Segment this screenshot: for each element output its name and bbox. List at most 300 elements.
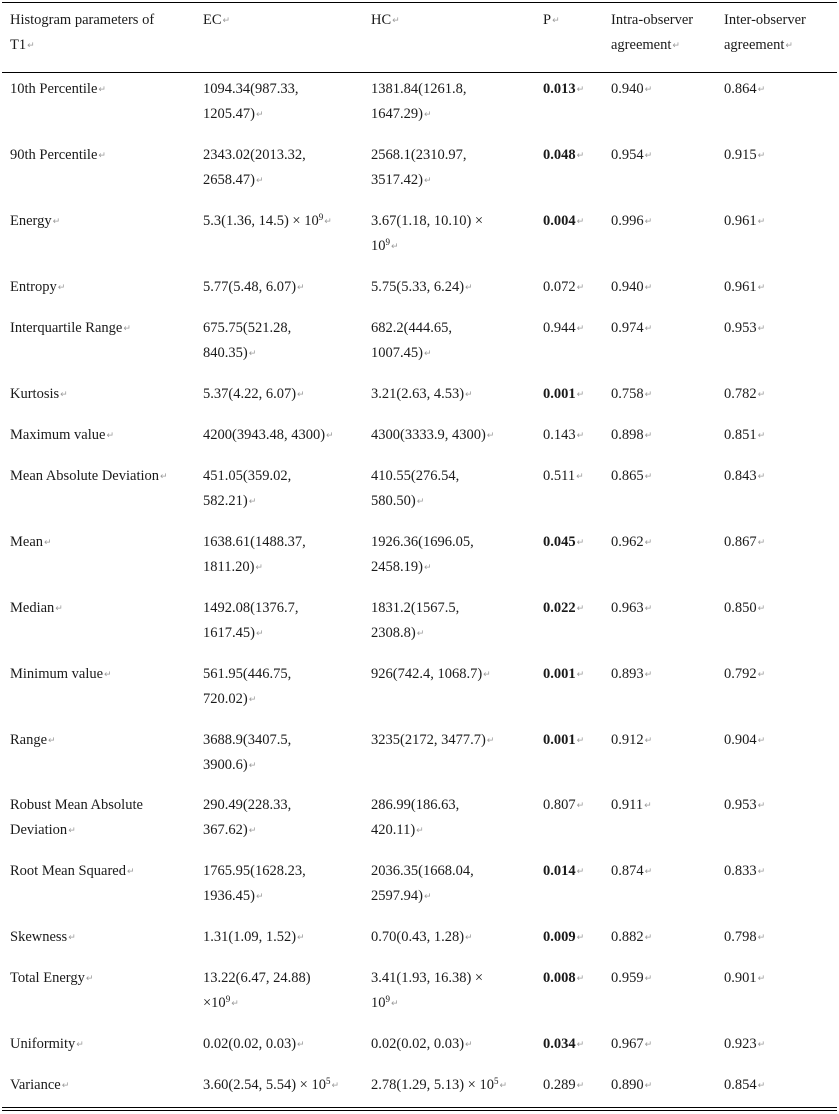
paragraph-mark: ↵ <box>672 41 680 51</box>
header-hc-text: HC <box>371 12 392 28</box>
intra-observer-cell <box>611 596 721 622</box>
intra-observer-cell <box>611 1032 721 1058</box>
param-cell <box>10 728 200 754</box>
param-cell-text: Variance <box>10 1077 61 1093</box>
p-value-cell <box>543 382 609 408</box>
paragraph-mark: ↵ <box>483 670 491 680</box>
paragraph-mark: ↵ <box>576 283 585 293</box>
param-cell-line <box>10 818 200 844</box>
param-cell-text: Median <box>10 600 55 616</box>
intra-observer-cell <box>611 77 721 103</box>
inter-observer-cell <box>724 275 836 301</box>
header-intra <box>611 8 721 59</box>
paragraph-mark: ↵ <box>576 390 585 400</box>
ec-cell-line <box>203 753 369 779</box>
intra-observer-cell-line <box>611 530 721 556</box>
p-value-cell-line <box>543 143 609 169</box>
ec-cell <box>203 382 369 408</box>
param-cell <box>10 143 200 169</box>
hc-cell <box>371 209 541 260</box>
inter-observer-cell-line <box>724 662 836 688</box>
intra-observer-cell <box>611 966 721 992</box>
ec-cell-line <box>203 382 369 408</box>
hc-cell-text: 3.67(1.18, 10.10) × <box>371 213 484 229</box>
hc-cell-line <box>371 382 541 408</box>
paragraph-mark: ↵ <box>576 324 585 334</box>
ec-cell <box>203 596 369 647</box>
hc-cell-text: 3235(2172, 3477.7) <box>371 732 486 748</box>
hc-cell <box>371 464 541 515</box>
hc-cell-line <box>371 77 541 102</box>
ec-cell-text: 1638.61(1488.37, <box>203 534 306 550</box>
intra-observer-cell-text: 0.967 <box>611 1036 644 1052</box>
param-cell <box>10 77 200 103</box>
ec-cell-text: 1094.34(987.33, <box>203 81 299 97</box>
hc-cell-line <box>371 530 541 555</box>
intra-observer-cell-line <box>611 77 721 103</box>
p-value-cell-line <box>543 316 609 342</box>
inter-observer-cell-line <box>724 1032 836 1058</box>
paragraph-mark: ↵ <box>757 974 766 984</box>
paragraph-mark: ↵ <box>160 472 168 482</box>
hc-cell-text: 926(742.4, 1068.7) <box>371 666 483 682</box>
p-value-cell-text: 0.034 <box>543 1036 576 1052</box>
paragraph-mark: ↵ <box>576 538 585 548</box>
ec-cell <box>203 423 369 449</box>
ec-cell-line <box>203 596 369 621</box>
param-cell-line <box>10 728 200 754</box>
ec-cell-line <box>203 530 369 555</box>
paragraph-mark: ↵ <box>644 283 653 293</box>
paragraph-mark: ↵ <box>423 892 432 902</box>
ec-cell-text: 3900.6) <box>203 757 248 773</box>
paragraph-mark: ↵ <box>576 1040 585 1050</box>
intra-observer-cell-line <box>611 1073 721 1099</box>
paragraph-mark: ↵ <box>68 933 76 943</box>
ec-cell-line <box>203 925 369 951</box>
paragraph-mark: ↵ <box>757 801 766 811</box>
ec-cell <box>203 143 369 194</box>
param-cell <box>10 1073 200 1099</box>
hc-cell-line <box>371 143 541 168</box>
p-value-cell-line <box>543 423 609 449</box>
ec-cell-text: ×10 <box>203 995 226 1011</box>
p-value-cell <box>543 662 609 688</box>
paragraph-mark: ↵ <box>57 283 66 293</box>
ec-cell-text: 582.21) <box>203 493 248 509</box>
p-value-cell-text: 0.009 <box>543 929 576 945</box>
ec-cell-line <box>203 818 369 844</box>
p-value-cell-text: 0.511 <box>543 468 576 484</box>
ec-cell <box>203 728 369 779</box>
p-value-cell-text: 0.944 <box>543 320 576 336</box>
ec-cell-line <box>203 728 369 753</box>
hc-cell-text: 2568.1(2310.97, <box>371 147 467 163</box>
intra-observer-cell-line <box>611 925 721 951</box>
ec-cell-line <box>203 143 369 168</box>
param-cell-line <box>10 966 200 992</box>
inter-observer-cell-line <box>724 596 836 622</box>
ec-cell <box>203 1073 369 1099</box>
param-cell <box>10 662 200 688</box>
param-cell-text: Uniformity <box>10 1036 76 1052</box>
param-cell-line <box>10 925 200 951</box>
inter-observer-cell-line <box>724 728 836 754</box>
paragraph-mark: ↵ <box>68 826 76 836</box>
paragraph-mark: ↵ <box>331 1081 340 1091</box>
header-inter-line2: agreement <box>724 37 785 53</box>
param-cell <box>10 316 200 342</box>
p-value-cell <box>543 596 609 622</box>
header-ec <box>203 8 369 34</box>
ec-cell-text: 1205.47) <box>203 106 255 122</box>
ec-cell <box>203 662 369 713</box>
p-value-cell <box>543 1073 609 1099</box>
p-value-cell-line <box>543 662 609 688</box>
paragraph-mark: ↵ <box>757 390 766 400</box>
hc-cell-text: 2597.94) <box>371 888 423 904</box>
hc-cell-line <box>371 884 541 910</box>
hc-cell-line <box>371 316 541 341</box>
p-value-cell-line <box>543 925 609 951</box>
ec-cell <box>203 793 369 844</box>
param-cell-text: Robust Mean Absolute <box>10 797 143 813</box>
paragraph-mark: ↵ <box>248 761 257 771</box>
hc-cell-line <box>371 1073 541 1099</box>
param-cell <box>10 966 200 992</box>
param-cell-text: Energy <box>10 213 52 229</box>
param-cell-line <box>10 382 200 408</box>
inter-observer-cell <box>724 143 836 169</box>
p-value-cell <box>543 530 609 556</box>
intra-observer-cell-line <box>611 662 721 688</box>
param-cell-line <box>10 77 200 103</box>
paragraph-mark: ↵ <box>576 217 585 227</box>
paragraph-mark: ↵ <box>248 826 257 836</box>
intra-observer-cell <box>611 728 721 754</box>
param-cell-text: Total Energy <box>10 970 85 986</box>
intra-observer-cell <box>611 530 721 556</box>
hc-cell-line <box>371 1032 541 1058</box>
paragraph-mark: ↵ <box>248 695 257 705</box>
hc-cell <box>371 1032 541 1058</box>
paragraph-mark: ↵ <box>416 497 425 507</box>
intra-observer-cell-line <box>611 793 721 819</box>
inter-observer-cell <box>724 77 836 103</box>
paragraph-mark: ↵ <box>644 670 653 680</box>
ec-cell-text: 1617.45) <box>203 625 255 641</box>
paragraph-mark: ↵ <box>757 151 766 161</box>
paragraph-mark: ↵ <box>644 736 653 746</box>
ec-cell-line <box>203 168 369 194</box>
table-bottom-rule-double <box>2 1110 837 1111</box>
hc-cell-text: 1647.29) <box>371 106 423 122</box>
paragraph-mark: ↵ <box>123 324 131 334</box>
inter-observer-cell <box>724 793 836 819</box>
paragraph-mark: ↵ <box>499 1081 508 1091</box>
paragraph-mark: ↵ <box>757 217 766 227</box>
hc-cell-line <box>371 925 541 951</box>
intra-observer-cell-text: 0.893 <box>611 666 644 682</box>
hc-cell-line <box>371 621 541 647</box>
paragraph-mark: ↵ <box>98 85 106 95</box>
paragraph-mark: ↵ <box>126 867 135 877</box>
param-cell-line <box>10 464 200 490</box>
hc-cell-line <box>371 234 541 260</box>
ec-cell-text: 0.02(0.02, 0.03) <box>203 1036 297 1052</box>
ec-cell-line <box>203 662 369 687</box>
ec-cell-line <box>203 275 369 301</box>
intra-observer-cell-text: 0.912 <box>611 732 644 748</box>
hc-cell-text: 1381.84(1261.8, <box>371 81 467 97</box>
paragraph-mark: ↵ <box>391 999 399 1009</box>
intra-observer-cell-line <box>611 382 721 408</box>
p-value-cell-text: 0.004 <box>543 213 576 229</box>
hc-cell <box>371 77 541 128</box>
p-value-cell-text: 0.001 <box>543 666 576 682</box>
hc-cell-text: 0.02(0.02, 0.03) <box>371 1036 465 1052</box>
ec-cell <box>203 209 369 235</box>
intra-observer-cell <box>611 859 721 885</box>
paragraph-mark: ↵ <box>644 85 653 95</box>
paragraph-mark: ↵ <box>85 974 94 984</box>
param-cell-line <box>10 859 200 885</box>
paragraph-mark: ↵ <box>465 1040 473 1050</box>
param-cell <box>10 596 200 622</box>
ec-cell-text: 1765.95(1628.23, <box>203 863 306 879</box>
param-cell-line <box>10 1073 200 1099</box>
hc-cell-text: 2036.35(1668.04, <box>371 863 474 879</box>
ec-cell <box>203 77 369 128</box>
intra-observer-cell-line <box>611 966 721 992</box>
table-header-rule <box>2 72 837 73</box>
p-value-cell-line <box>543 1073 609 1099</box>
intra-observer-cell <box>611 275 721 301</box>
paragraph-mark: ↵ <box>644 390 653 400</box>
inter-observer-cell-text: 0.798 <box>724 929 757 945</box>
inter-observer-cell-text: 0.867 <box>724 534 757 550</box>
p-value-cell-text: 0.001 <box>543 732 576 748</box>
ec-cell-text: 1.31(1.09, 1.52) <box>203 929 297 945</box>
ec-cell-line <box>203 341 369 367</box>
ec-cell-line <box>203 1073 369 1099</box>
paragraph-mark: ↵ <box>757 736 766 746</box>
ec-cell-line <box>203 464 369 489</box>
param-cell-line <box>10 530 200 556</box>
p-value-cell <box>543 316 609 342</box>
paragraph-mark: ↵ <box>465 933 473 943</box>
paragraph-mark: ↵ <box>222 16 231 26</box>
paragraph-mark: ↵ <box>98 151 106 161</box>
p-value-cell <box>543 143 609 169</box>
hc-cell-exponent: 9 <box>385 994 390 1004</box>
paragraph-mark: ↵ <box>60 390 68 400</box>
param-cell-line <box>10 596 200 622</box>
inter-observer-cell <box>724 316 836 342</box>
intra-observer-cell-text: 0.890 <box>611 1077 644 1093</box>
ec-cell-line <box>203 966 369 991</box>
hc-cell-line <box>371 818 541 844</box>
inter-observer-cell <box>724 464 836 490</box>
p-value-cell-line <box>543 464 609 490</box>
paragraph-mark: ↵ <box>416 826 424 836</box>
ec-cell-text: 4200(3943.48, 4300) <box>203 427 326 443</box>
hc-cell <box>371 662 541 688</box>
paragraph-mark: ↵ <box>106 431 114 441</box>
inter-observer-cell <box>724 423 836 449</box>
ec-cell-text: 561.95(446.75, <box>203 666 292 682</box>
inter-observer-cell-text: 0.850 <box>724 600 757 616</box>
hc-cell-line <box>371 275 541 301</box>
paragraph-mark: ↵ <box>576 472 584 482</box>
hc-cell-line <box>371 966 541 991</box>
param-cell-line <box>10 423 200 449</box>
paragraph-mark: ↵ <box>644 801 652 811</box>
ec-cell <box>203 316 369 367</box>
hc-cell-line <box>371 102 541 128</box>
inter-observer-cell-line <box>724 530 836 556</box>
param-cell <box>10 275 200 301</box>
paragraph-mark: ↵ <box>297 283 305 293</box>
intra-observer-cell <box>611 423 721 449</box>
p-value-cell-line <box>543 1032 609 1058</box>
param-cell-text: 90th Percentile <box>10 147 98 163</box>
p-value-cell-text: 0.008 <box>543 970 576 986</box>
paragraph-mark: ↵ <box>576 431 585 441</box>
header-p-text: P <box>543 12 552 28</box>
ec-cell-text: 13.22(6.47, 24.88) <box>203 970 311 986</box>
paragraph-mark: ↵ <box>552 16 560 26</box>
intra-observer-cell-line <box>611 464 721 490</box>
intra-observer-cell-text: 0.758 <box>611 386 644 402</box>
p-value-cell <box>543 423 609 449</box>
paragraph-mark: ↵ <box>391 242 399 252</box>
ec-cell-line <box>203 859 369 884</box>
intra-observer-cell-line <box>611 316 721 342</box>
p-value-cell-text: 0.022 <box>543 600 576 616</box>
inter-observer-cell-text: 0.854 <box>724 1077 757 1093</box>
paragraph-mark: ↵ <box>644 472 653 482</box>
p-value-cell <box>543 209 609 235</box>
inter-observer-cell <box>724 382 836 408</box>
paragraph-mark: ↵ <box>465 283 473 293</box>
paragraph-mark: ↵ <box>576 736 585 746</box>
hc-cell <box>371 143 541 194</box>
ec-cell-text: 675.75(521.28, <box>203 320 292 336</box>
param-cell-text: Entropy <box>10 279 57 295</box>
hc-cell-text: 4300(3333.9, 4300) <box>371 427 486 443</box>
inter-observer-cell-text: 0.923 <box>724 1036 757 1052</box>
ec-cell-text: 3688.9(3407.5, <box>203 732 292 748</box>
paragraph-mark: ↵ <box>248 349 257 359</box>
intra-observer-cell <box>611 925 721 951</box>
hc-cell-line <box>371 489 541 515</box>
param-cell <box>10 382 200 408</box>
hc-cell <box>371 1073 541 1099</box>
hc-cell-text: 2308.8) <box>371 625 416 641</box>
hc-cell-line <box>371 793 541 818</box>
paragraph-mark: ↵ <box>255 176 264 186</box>
hc-cell <box>371 793 541 844</box>
intra-observer-cell-text: 0.996 <box>611 213 644 229</box>
inter-observer-cell-text: 0.904 <box>724 732 757 748</box>
ec-cell <box>203 275 369 301</box>
intra-observer-cell <box>611 382 721 408</box>
hc-cell-line <box>371 464 541 489</box>
ec-cell <box>203 966 369 1017</box>
header-ec-text: EC <box>203 12 222 28</box>
inter-observer-cell-line <box>724 966 836 992</box>
hc-cell-text: 580.50) <box>371 493 416 509</box>
hc-cell-line <box>371 341 541 367</box>
p-value-cell <box>543 728 609 754</box>
paragraph-mark: ↵ <box>104 670 112 680</box>
inter-observer-cell-line <box>724 1073 836 1099</box>
ec-cell-line <box>203 884 369 910</box>
header-param <box>10 8 200 59</box>
hc-cell-line <box>371 991 541 1017</box>
intra-observer-cell-line <box>611 143 721 169</box>
param-cell-text: Kurtosis <box>10 386 60 402</box>
intra-observer-cell-text: 0.898 <box>611 427 644 443</box>
ec-cell-exponent: 9 <box>225 994 231 1004</box>
intra-observer-cell-line <box>611 423 721 449</box>
intra-observer-cell <box>611 1073 721 1099</box>
param-cell <box>10 423 200 449</box>
paragraph-mark: ↵ <box>644 974 653 984</box>
paragraph-mark: ↵ <box>423 110 432 120</box>
hc-cell-line <box>371 596 541 621</box>
intra-observer-cell-text: 0.911 <box>611 797 644 813</box>
paragraph-mark: ↵ <box>248 497 257 507</box>
hc-cell-exponent: 9 <box>385 237 390 247</box>
param-cell-text: Mean Absolute Deviation <box>10 468 160 484</box>
hc-cell-text: 682.2(444.65, <box>371 320 452 336</box>
ec-cell-line <box>203 77 369 102</box>
paragraph-mark: ↵ <box>423 176 432 186</box>
inter-observer-cell <box>724 209 836 235</box>
paragraph-mark: ↵ <box>392 16 400 26</box>
paragraph-mark: ↵ <box>231 999 239 1009</box>
p-value-cell-text: 0.048 <box>543 147 576 163</box>
header-inter-line1: Inter-observer <box>724 12 806 28</box>
intra-observer-cell-line <box>611 596 721 622</box>
paragraph-mark: ↵ <box>644 151 653 161</box>
param-cell-line <box>10 1032 200 1058</box>
p-value-cell-text: 0.014 <box>543 863 576 879</box>
param-cell-text: Deviation <box>10 822 68 838</box>
paragraph-mark: ↵ <box>423 563 432 573</box>
param-cell <box>10 859 200 885</box>
paragraph-mark: ↵ <box>576 1081 585 1091</box>
inter-observer-cell-text: 0.843 <box>724 468 757 484</box>
paragraph-mark: ↵ <box>757 85 766 95</box>
paragraph-mark: ↵ <box>486 736 495 746</box>
hc-cell <box>371 316 541 367</box>
ec-cell-line <box>203 687 369 713</box>
ec-cell-text: 840.35) <box>203 345 248 361</box>
header-intra-line1: Intra-observer <box>611 12 694 28</box>
ec-cell-text: 367.62) <box>203 822 248 838</box>
ec-cell-text: 2658.47) <box>203 172 255 188</box>
ec-cell-line <box>203 489 369 515</box>
param-cell-text: Mean <box>10 534 44 550</box>
paragraph-mark: ↵ <box>255 629 264 639</box>
intra-observer-cell <box>611 793 721 819</box>
inter-observer-cell-text: 0.851 <box>724 427 757 443</box>
inter-observer-cell <box>724 662 836 688</box>
inter-observer-cell-text: 0.961 <box>724 279 757 295</box>
